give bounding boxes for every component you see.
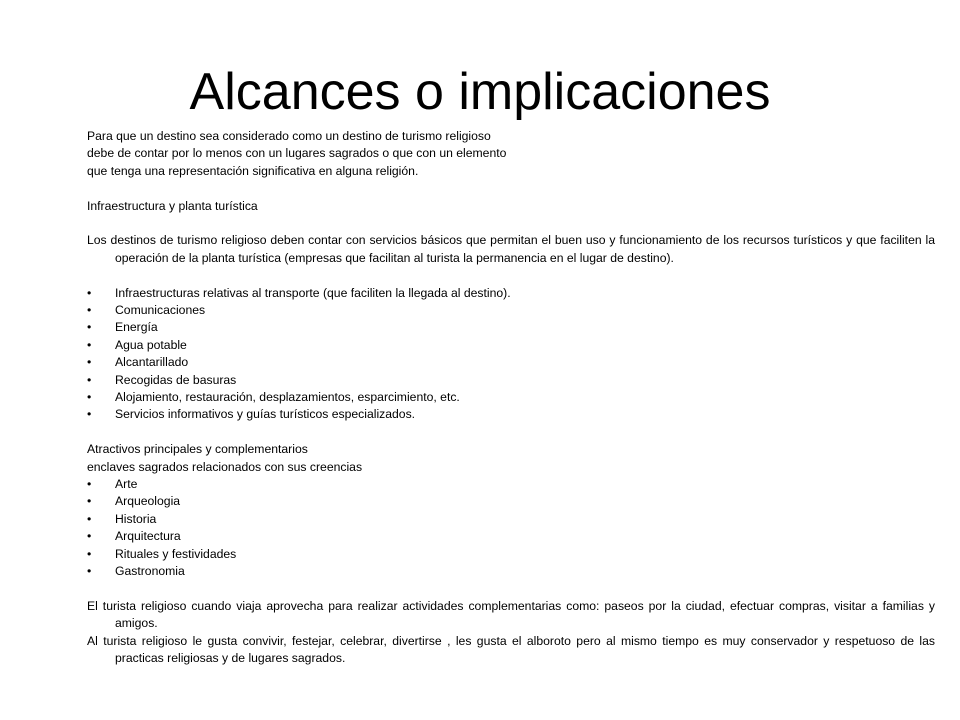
- closing-paragraph: Al turista religioso le gusta convivir, festejar, celebrar, divertirse , les gusta el alboroto pero al mismo tiempo es muy conservador y respetuoso de las practicas religiosas y de lugares sagrados.: [87, 633, 935, 666]
- bullet-icon: •: [87, 372, 92, 387]
- list-item: • Servicios informativos y guías turísticos especializados.: [87, 406, 935, 423]
- list-item: • Alcantarillado: [87, 354, 935, 371]
- bullet-icon: •: [87, 320, 92, 335]
- list-item: • Energía: [87, 319, 935, 336]
- attr-heading: Atractivos principales y complementarios: [87, 442, 308, 457]
- slide-title: Alcances o implicaciones: [189, 63, 771, 121]
- intro-line: Para que un destino sea considerado como un destino de turismo religioso: [87, 129, 491, 143]
- list-item: • Recogidas de basuras: [87, 372, 935, 389]
- infra-bullet-list: [87, 285, 935, 424]
- bullet-icon: •: [87, 511, 92, 526]
- attr-subheading: enclaves sagrados relacionados con sus creencias: [87, 459, 363, 474]
- bullet-icon: •: [87, 303, 92, 318]
- list-item: • Agua potable: [87, 337, 935, 354]
- list-item: • Gastronomia: [87, 563, 935, 580]
- list-item: • Infraestructuras relativas al transporte (que faciliten la llegada al destino).: [87, 285, 935, 302]
- list-item: • Comunicaciones: [87, 302, 935, 319]
- infra-paragraph: Los destinos de turismo religioso deben contar con servicios básicos que permitan el buen uso y funcionamiento de los recursos turísticos y que faciliten la operación de la planta turística (empresas que facilitan al turista la permanencia en el lugar de destino).: [87, 233, 935, 265]
- bullet-icon: •: [87, 355, 92, 370]
- attr-bullet-list: [87, 476, 935, 580]
- bullet-icon: •: [87, 494, 92, 509]
- bullet-icon: •: [87, 337, 92, 352]
- bullet-icon: •: [87, 407, 92, 422]
- slide-body: [87, 128, 935, 668]
- list-item: • Rituales y festividades: [87, 546, 935, 563]
- bullet-icon: •: [87, 285, 92, 300]
- bullet-icon: •: [87, 390, 92, 405]
- bullet-icon: •: [87, 564, 92, 579]
- bullet-icon: •: [87, 529, 92, 544]
- intro-line: que tenga una representación significativa en alguna religión.: [87, 163, 419, 178]
- list-item: • Alojamiento, restauración, desplazamientos, esparcimiento, etc.: [87, 389, 935, 406]
- intro-line: debe de contar por lo menos con un lugares sagrados o que con un elemento: [87, 146, 507, 161]
- list-item: • Historia: [87, 511, 935, 528]
- bullet-icon: •: [87, 477, 92, 492]
- list-item: • Arte: [87, 476, 935, 493]
- list-item: • Arquitectura: [87, 528, 935, 545]
- list-item: • Arqueologia: [87, 493, 935, 510]
- bullet-icon: •: [87, 546, 92, 561]
- closing-paragraph: El turista religioso cuando viaja aprovecha para realizar actividades complementarias como: paseos por la ciudad, efectuar compras, visitar a familias y amigos.: [87, 598, 935, 631]
- infra-heading: Infraestructura y planta turística: [87, 198, 258, 213]
